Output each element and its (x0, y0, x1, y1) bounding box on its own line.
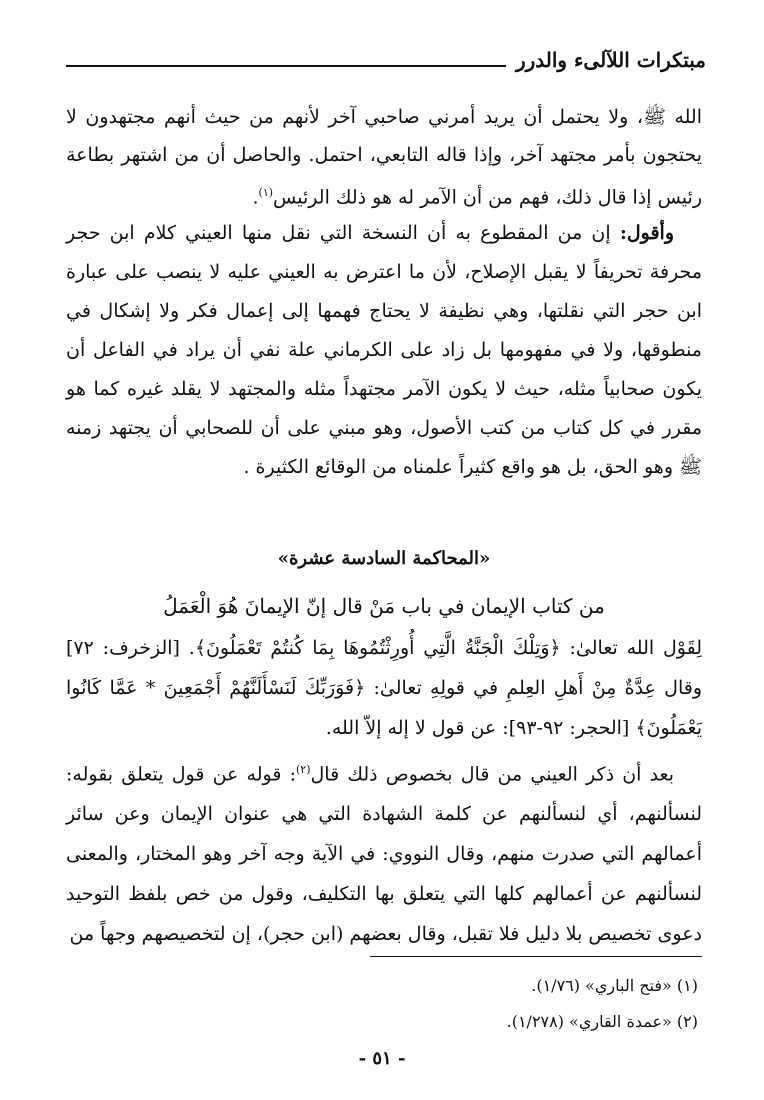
paragraph-4 (66, 750, 702, 954)
footnote-2: (٢) «عمدة القاري» (١/٢٧٨). (506, 1012, 698, 1031)
footnote-ref-1: (١) (258, 186, 274, 199)
header-title: مبتكرات اللآلىء والدرر (515, 48, 706, 72)
section-title: «المحاكمة السادسة عشرة» (277, 548, 491, 569)
paragraph-1-text: الله ﷺ، ولا يحتمل أن يريد أمرني صاحبي آخر لأنهم من حيث أنهم مجتهدون لا يحتجون بأمر مجتهد آخر، وإذا قاله التابعي، احتمل. والحاصل أن من اشتهر بطاعة رئيس إذا قال ذلك، فهم من أن الآمر له هو ذلك الرئيس (66, 106, 702, 209)
paragraph-4-after: : قوله عن قول يتعلق بقوله: لنسألنهم، أي لنسألنهم عن كلمة الشهادة التي هي عنوان الإيمان وعن سائر أعمالهم التي صدرت منهم، وقال النووي: في الآية وجه آخر وهو المختار، والمعنى لنسألنهم عن أعمالهم كلها التي يتعلق بها التكليف، وقول من خص بلفظ التوحيد دعوى تخصيص بلا دليل فلا تقبل، وقال بعضهم (ابن حجر)، إن لتخصيصهم وجهاً من (66, 763, 702, 946)
paragraph-2-lead: وأقول: (619, 222, 674, 244)
running-header (66, 44, 706, 78)
footnote-ref-2: (٢) (295, 763, 311, 776)
footnote-1: (١) «فتح الباري» (١/٧٦). (531, 976, 698, 995)
page-number: - ٥١ - (358, 1048, 406, 1069)
paragraph-2 (66, 214, 702, 487)
paragraph-1 (66, 98, 702, 216)
header-rule (66, 65, 506, 67)
paragraph-2-text: إن من المقطوع به أن النسخة التي نقل منها العيني كلام ابن حجر محرفة تحريفاً لا يقبل الإصلاح، لأن ما اعترض به العيني عليه لا ينصب على عبارة ابن حجر التي نقلتها، وهي نظيفة لا يحتاج فهمها إلى إعمال فكر ولا إشكال في منطوقها، ولا في مفهومها بل زاد على الكرماني علة نفي أن يراد في الفاعل أن يكون صحابياً مثله، حيث لا يكون الآمر مجتهداً مثله والمجتهد لا يقلد غيره كما هو مقرر في كل كتاب من كتب الأصول، وهو مبني على أن للصحابي أن يجتهد زمنه ﷺ وهو الحق، بل هو واقع كثيراً علمناه من الوقائع الكثيرة . (66, 222, 702, 478)
footnotes (338, 968, 698, 1040)
paragraph-1-end: . (252, 186, 259, 209)
paragraph-4-before: بعد أن ذكر العيني من قال بخصوص ذلك قال (310, 763, 675, 786)
section-subtitle: من كتاب الإيمان في باب مَنْ قال إنّ الإيمانَ هُوَ الْعَمَلُ (163, 594, 605, 618)
paragraph-3: لِقَوْل الله تعالىٰ: ﴿وَتِلْكَ الْجَنَّةُ الَّتِي أُورِثْتُمُوهَا بِمَا كُنتُمْ تَعْمَلُونَ﴾. [الزخرف: ٧٢] وقال عِدَّةٌ مِنْ أَهلِ العِلمِ في قولِهِ تعالىٰ: ﴿فَوَرَبِّكَ لَنَسْأَلَنَّهُمْ أَجْمَعِينَ * عَمَّا كَانُوا يَعْمَلُونَ﴾ [الحجر: ٩٢-٩٣]: عن قول لا إله إلاّ الله. (66, 637, 702, 739)
footnote-separator (370, 956, 702, 957)
